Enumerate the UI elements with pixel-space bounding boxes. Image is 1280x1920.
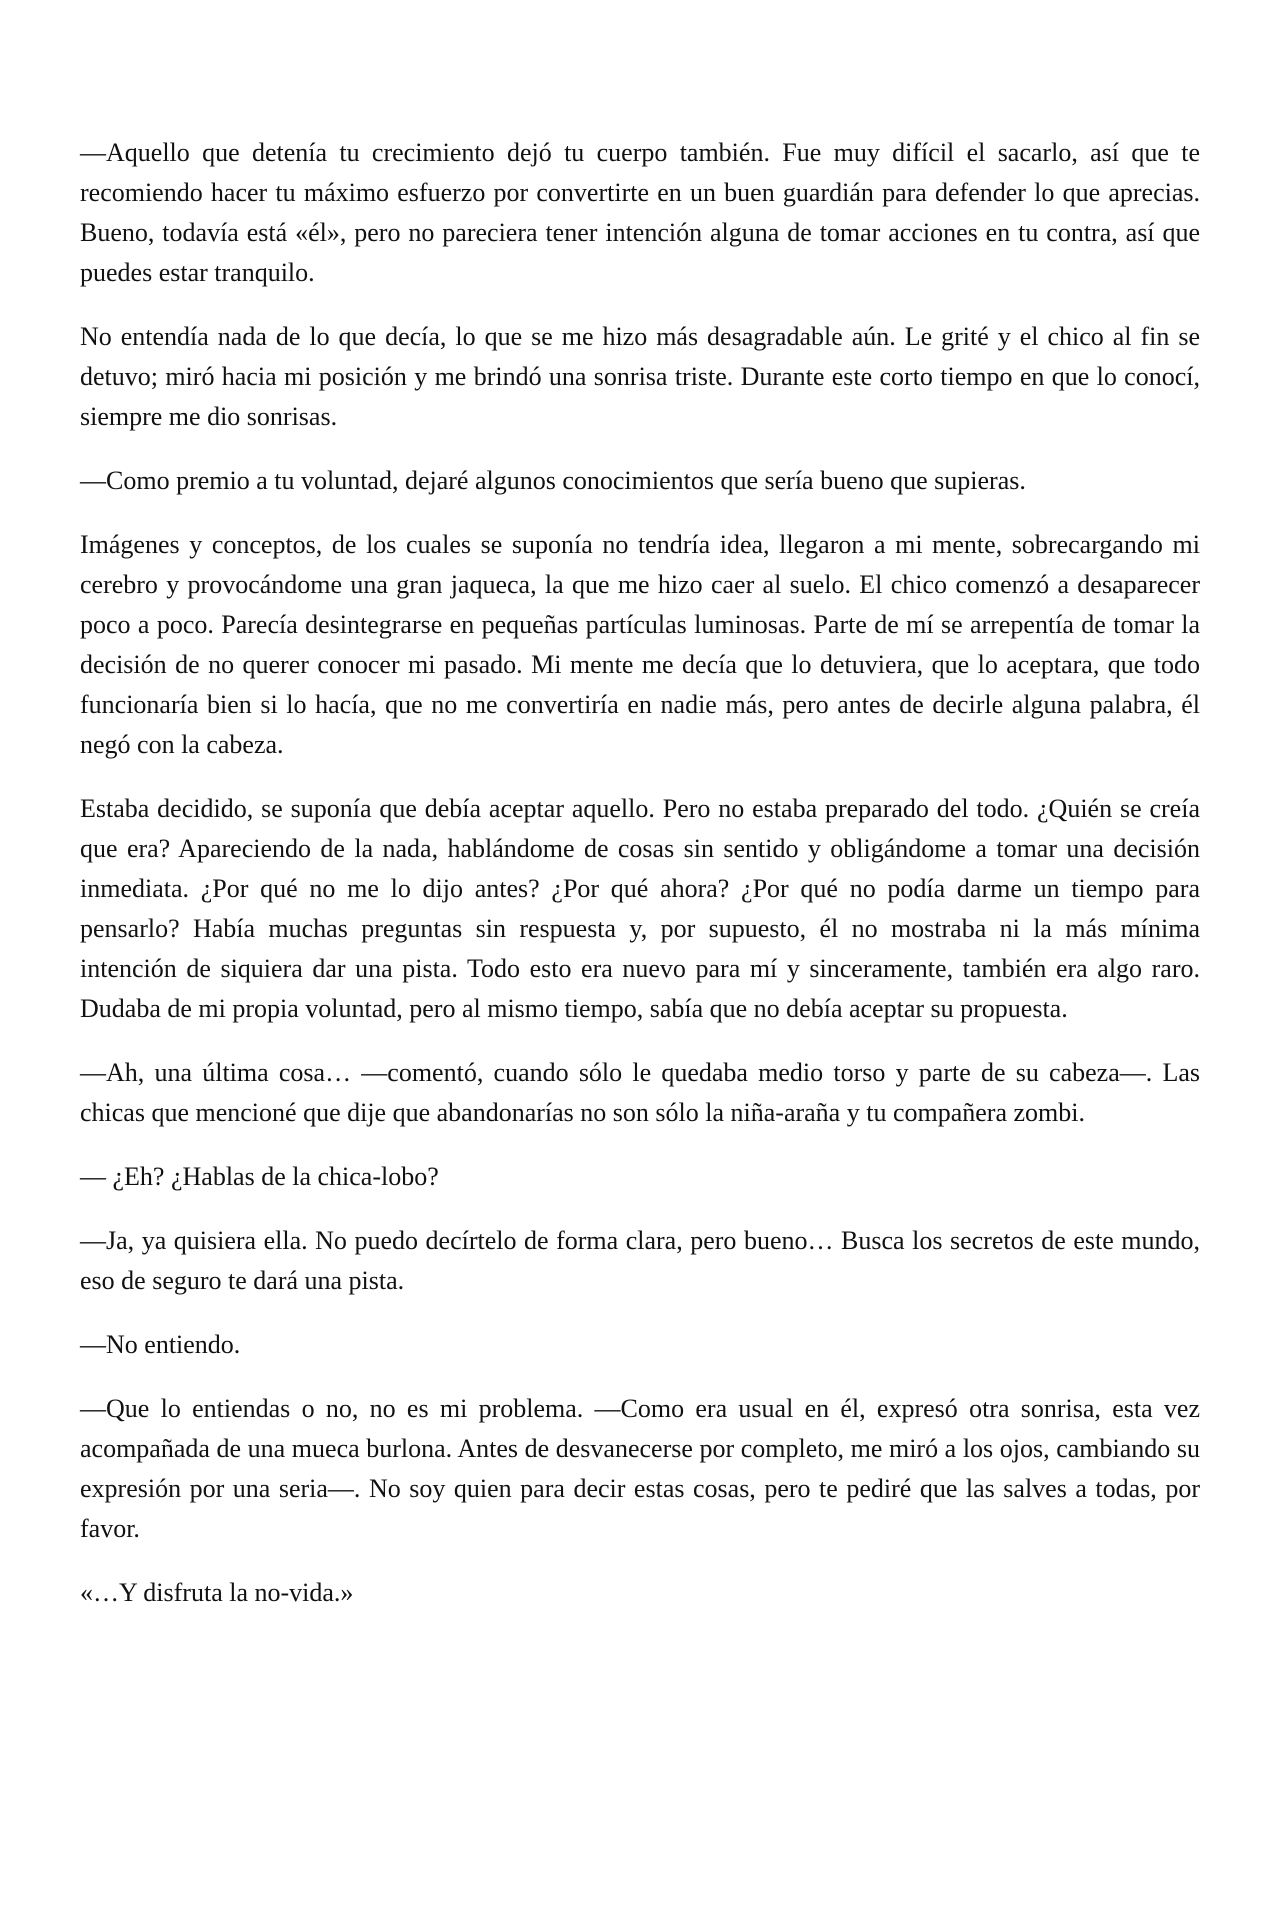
paragraph-5: Estaba decidido, se suponía que debía aceptar aquello. Pero no estaba preparado del todo. ¿Quién se creía que era? Apareciendo de la nada, hablándome de cosas sin sentido y obligándome a tomar una decisión inmediata. ¿Por qué no me lo dijo antes? ¿Por qué ahora? ¿Por qué no podía darme un tiempo para pensarlo? Había muchas preguntas sin respuesta y, por supuesto, él no mostraba ni la más mínima intención de siquiera dar una pista. Todo esto era nuevo para mí y sinceramente, también era algo raro. Dudaba de mi propia voluntad, pero al mismo tiempo, sabía que no debía aceptar su propuesta. [80, 794, 1200, 1023]
paragraph-4: Imágenes y conceptos, de los cuales se suponía no tendría idea, llegaron a mi mente, sobrecargando mi cerebro y provocándome una gran jaqueca, la que me hizo caer al suelo. El chico comenzó a desaparecer poco a poco. Parecía desintegrarse en pequeñas partículas luminosas. Parte de mí se arrepentía de tomar la decisión de no querer conocer mi pasado. Mi mente me decía que lo detuviera, que lo aceptara, que todo funcionaría bien si lo hacía, que no me convertiría en nadie más, pero antes de decirle alguna palabra, él negó con la cabeza. [80, 530, 1200, 759]
paragraph-10: —Que lo entiendas o no, no es mi problema. —Como era usual en él, expresó otra sonrisa, esta vez acompañada de una mueca burlona. Antes de desvanecerse por completo, me miró a los ojos, cambiando su expresión por una seria—. No soy quien para decir estas cosas, pero te pediré que las salves a todas, por favor. [80, 1394, 1200, 1543]
paragraph-7: — ¿Eh? ¿Hablas de la chica-lobo? [80, 1162, 439, 1191]
paragraph-9: —No entiendo. [80, 1330, 241, 1359]
paragraph-1: —Aquello que detenía tu crecimiento dejó tu cuerpo también. Fue muy difícil el sacarlo, así que te recomiendo hacer tu máximo esfuerzo por convertirte en un buen guardián para defender lo que aprecias. Bueno, todavía está «él», pero no pareciera tener intención alguna de tomar acciones en tu contra, así que puedes estar tranquilo. [80, 138, 1200, 287]
paragraph-2: No entendía nada de lo que decía, lo que se me hizo más desagradable aún. Le grité y el chico al fin se detuvo; miró hacia mi posición y me brindó una sonrisa triste. Durante este corto tiempo en que lo conocí, siempre me dio sonrisas. [80, 322, 1200, 431]
paragraph-11: «…Y disfruta la no-vida.» [80, 1578, 354, 1607]
paragraph-8: —Ja, ya quisiera ella. No puedo decírtelo de forma clara, pero bueno… Busca los secretos de este mundo, eso de seguro te dará una pista. [80, 1226, 1200, 1295]
paragraph-6: —Ah, una última cosa… —comentó, cuando sólo le quedaba medio torso y parte de su cabeza—. Las chicas que mencioné que dije que abandonarías no son sólo la niña-araña y tu compañera zombi. [80, 1058, 1200, 1127]
paragraph-3: —Como premio a tu voluntad, dejaré algunos conocimientos que sería bueno que supieras. [80, 466, 1026, 495]
